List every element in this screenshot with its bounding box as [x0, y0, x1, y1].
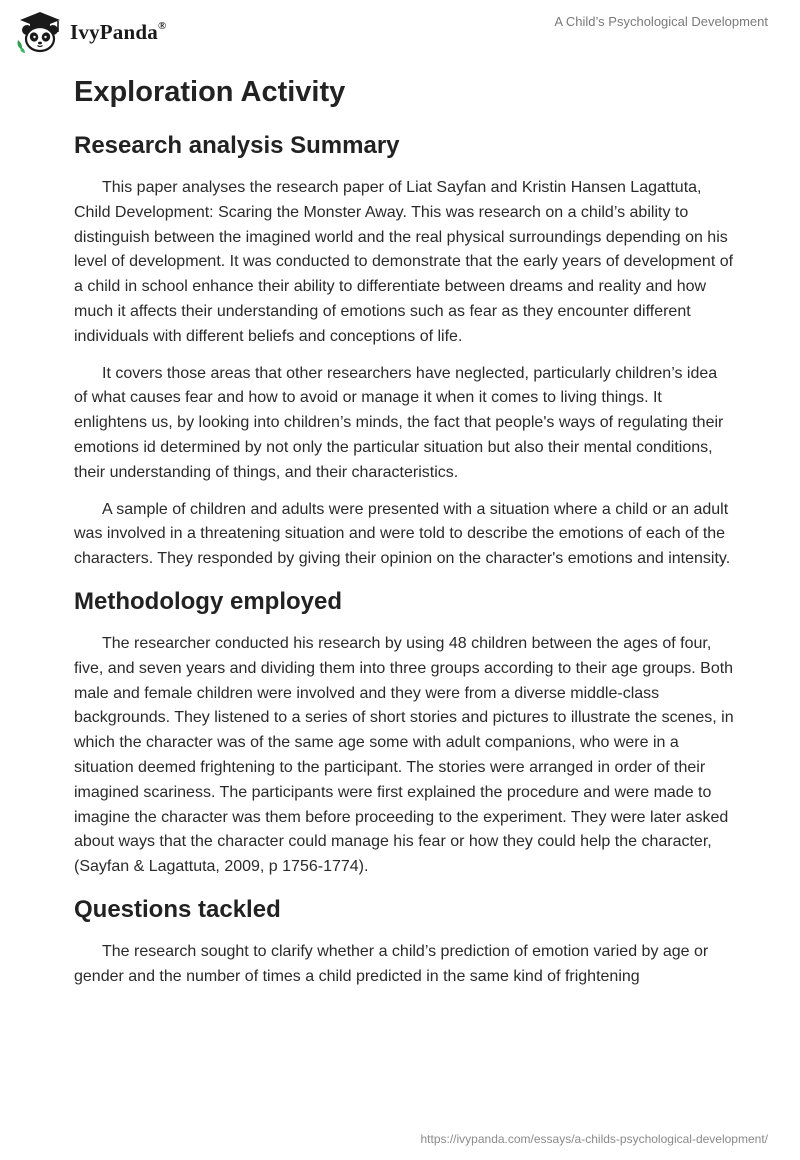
article-body: [74, 68, 734, 1002]
page-title: Exploration Activity: [74, 76, 346, 108]
section-heading: Methodology employed: [74, 587, 343, 615]
source-url-link[interactable]: https://ivypanda.com/essays/a-childs-psychological-development/: [420, 1132, 768, 1146]
panda-graduate-icon: [14, 10, 66, 54]
brand-name: IvyPanda®: [70, 19, 167, 44]
paragraph: A sample of children and adults were presented with a situation where a child or an adult was involved in a threatening situation and were told to describe the emotions of each of the characters. They responded by giving their opinion on the character's emotions and intensity.: [74, 500, 731, 568]
ivypanda-logo[interactable]: [14, 10, 189, 54]
paragraph: The researcher conducted his research by using 48 children between the ages of four, five, and seven years and dividing them into three groups according to their age groups. Both male and female children were involved and they were from a diverse middle-class backgrounds. They listened to a series of short stories and pictures to illustrate the scenes, in which the character was of the same age some with adult companions, who were in a situation deemed frightening to the participant. The stories were arranged in order of their imagined scariness. The participants were first explained the procedure and were made to imagine the character was them before proceeding to the experiment. They were later asked about ways that the character could manage his fear or how they could help the character, (Sayfan & Lagattuta, 2009, p 1756-1774).: [74, 634, 734, 876]
paragraph: The research sought to clarify whether a child’s prediction of emotion varied by age or gender and the number of times a child predicted in the same kind of frightening: [74, 942, 709, 985]
section-methodology: [74, 586, 734, 880]
document-title: A Child’s Psychological Development: [554, 14, 768, 29]
paragraph: It covers those areas that other researchers have neglected, particularly children’s idea of what causes fear and how to avoid or manage it when it comes to living things. It enlightens us, by looking into children’s minds, the fact that people's ways of regulating their emotions id determined by not only the particular situation but also their mental conditions, their understanding of things, and their characteristics.: [74, 364, 724, 481]
paragraph: This paper analyses the research paper of Liat Sayfan and Kristin Hansen Lagattuta, Child Development: Scaring the Monster Away. This was research on a child’s ability to distinguish between the imagined world and the real physical surroundings depending on his level of development. It was conducted to demonstrate that the early years of development of a child in school enhance their ability to differentiate between dreams and reality and how much it affects their understanding of emotions such as fear as they encounter different individuals with different beliefs and conceptions of life.: [74, 179, 734, 345]
page-header: [0, 0, 800, 60]
section-research-summary: [74, 130, 734, 572]
section-questions: [74, 894, 734, 990]
section-heading: Questions tackled: [74, 895, 281, 923]
section-heading: Research analysis Summary: [74, 132, 400, 159]
